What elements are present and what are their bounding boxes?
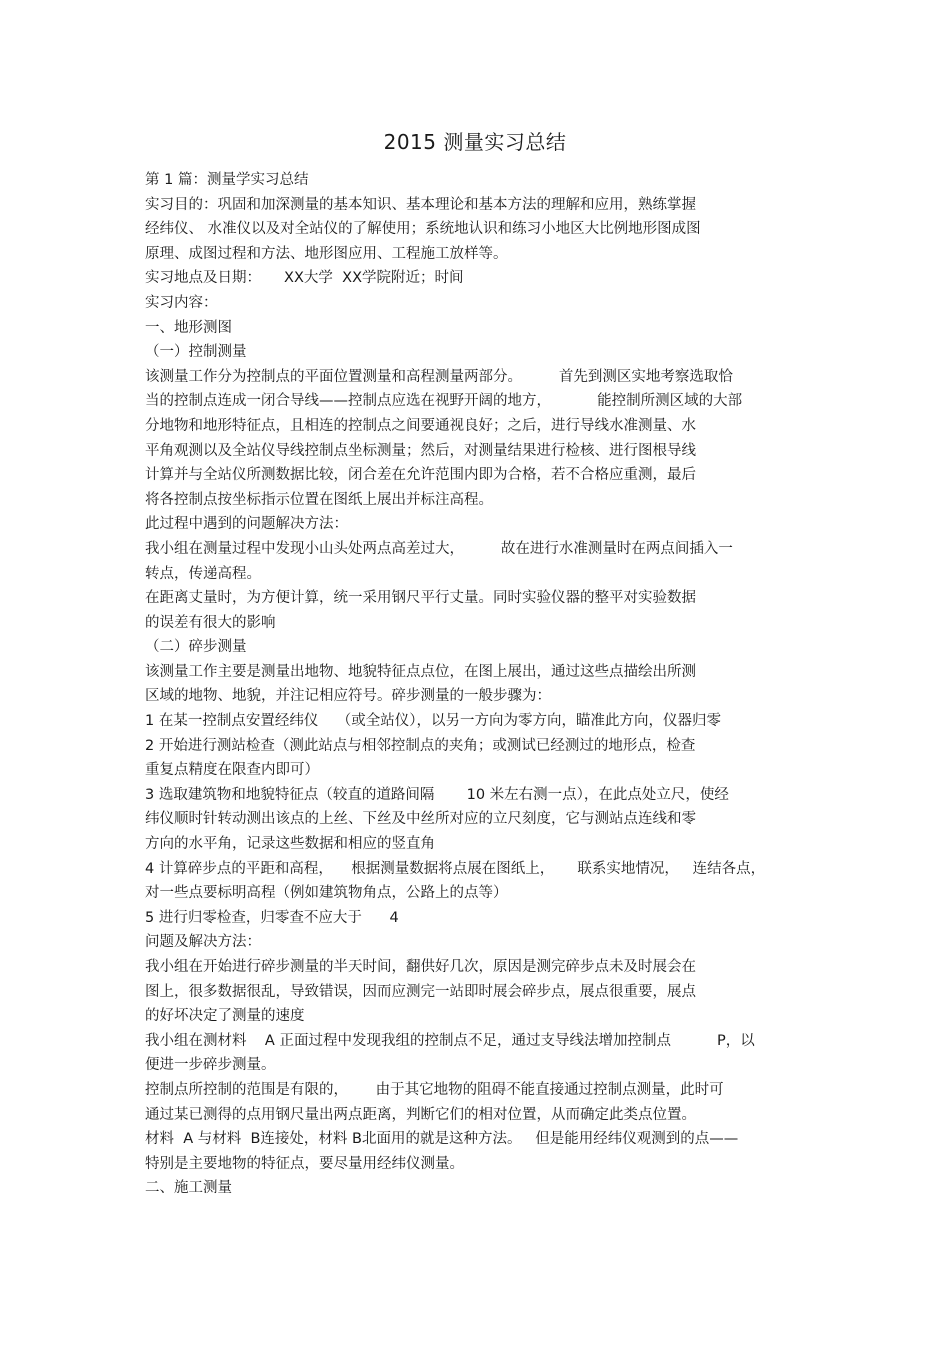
text-line: 平角观测以及全站仪导线控制点坐标测量；然后，对测量结果进行检核、进行图根导线 xyxy=(145,442,696,459)
text-line: 的误差有很大的影响 xyxy=(145,614,276,631)
text-line: 5 进行归零检查，归零查不应大于 4 xyxy=(145,909,399,926)
text-line: 将各控制点按坐标指示位置在图纸上展出并标注高程。 xyxy=(145,491,493,508)
text-line: 实习地点及日期： XX大学 XX学院附近；时间 xyxy=(145,270,464,287)
document-body xyxy=(145,168,810,1201)
text-line: 我小组在测量过程中发现小山头处两点高差过大， 故在进行水准测量时在两点间插入一 xyxy=(145,540,733,557)
text-line: 经纬仪、 水准仪以及对全站仪的了解使用；系统地认识和练习小地区大比例地形图成图 xyxy=(145,221,701,238)
text-line: 2 开始进行测站检查（测此站点与相邻控制点的夹角；或测试已经测过的地形点，检查 xyxy=(145,737,696,754)
text-line: 在距离丈量时，为方便计算，统一采用钢尺平行丈量。同时实验仪器的整平对实验数据 xyxy=(145,590,696,607)
text-line: 该测量工作分为控制点的平面位置测量和高程测量两部分。 首先到测区实地考察选取恰 xyxy=(145,368,733,385)
text-line: 重复点精度在限查内即可） xyxy=(145,762,319,779)
text-line: 当的控制点连成一闭合导线——控制点应选在视野开阔的地方， 能控制所测区域的大部 xyxy=(145,393,743,410)
text-line: 问题及解决方法： xyxy=(145,934,261,951)
text-line: 我小组在开始进行碎步测量的半天时间，翻供好几次，原因是测完碎步点未及时展会在 xyxy=(145,959,696,975)
text-line: 方向的水平角，记录这些数据和相应的竖直角 xyxy=(145,836,435,853)
text-line: 计算并与全站仪所测数据比较，闭合差在允许范围内即为合格，若不合格应重测，最后 xyxy=(145,467,696,484)
text-line: （二）碎步测量 xyxy=(145,639,247,656)
text-line: 1 在某一控制点安置经纬仪 （或全站仪），以另一方向为零方向，瞄准此方向，仪器归零 xyxy=(145,713,722,730)
text-line: 我小组在测材料 A 正面过程中发现我组的控制点不足，通过支导线法增加控制点 P，以 xyxy=(145,1032,755,1049)
text-line: 一、地形测图 xyxy=(145,319,232,336)
text-line: 便进一步碎步测量。 xyxy=(145,1057,276,1074)
text-line: （一）控制测量 xyxy=(145,344,247,361)
text-line: 3 选取建筑物和地貌特征点（较直的道路间隔 10 米左右测一点），在此点处立尺，使经 xyxy=(145,786,729,803)
text-line: 此过程中遇到的问题解决方法： xyxy=(145,516,348,533)
text-line: 二、施工测量 xyxy=(145,1180,232,1197)
text-line: 纬仪顺时针转动测出该点的上丝、下丝及中丝所对应的立尺刻度，它与测站点连线和零 xyxy=(145,811,696,828)
text-line: 区域的地物、地貌，并注记相应符号。碎步测量的一般步骤为： xyxy=(145,688,551,705)
text-line: 实习内容： xyxy=(145,294,218,311)
text-line: 控制点所控制的范围是有限的， 由于其它地物的阻碍不能直接通过控制点测量，此时可 xyxy=(145,1081,724,1098)
text-line: 的好坏决定了测量的速度 xyxy=(145,1008,305,1025)
text-line: 转点，传递高程。 xyxy=(145,565,261,582)
text-line: 分地物和地形特征点，且相连的控制点之间要通视良好；之后，进行导线水准测量、水 xyxy=(145,417,696,434)
text-line: 通过某已测得的点用钢尺量出两点距离，判断它们的相对位置，从而确定此类点位置。 xyxy=(145,1106,696,1123)
document-title: 2015 测量实习总结 xyxy=(383,130,567,154)
text-line: 对一些点要标明高程（例如建筑物角点，公路上的点等） xyxy=(145,885,508,902)
text-line: 材料 A 与材料 B连接处，材料 B北面用的就是这种方法。 但是能用经纬仪观测到的点—— xyxy=(145,1131,739,1148)
text-line: 第 1 篇：测量学实习总结 xyxy=(145,172,309,188)
text-line: 实习目的：巩固和加深测量的基本知识、基本理论和基本方法的理解和应用，熟练掌握 xyxy=(145,196,696,213)
text-line: 图上，很多数据很乱，导致错误，因而应测完一站即时展会碎步点，展点很重要，展点 xyxy=(145,983,696,1000)
text-line: 特别是主要地物的特征点，要尽量用经纬仪测量。 xyxy=(145,1155,464,1172)
text-line: 该测量工作主要是测量出地物、地貌特征点点位，在图上展出，通过这些点描绘出所测 xyxy=(145,663,696,680)
text-line: 原理、成图过程和方法、地形图应用、工程施工放样等。 xyxy=(145,245,508,262)
text-line: 4 计算碎步点的平距和高程， 根据测量数据将点展在图纸上， 联系实地情况， 连结各点， xyxy=(145,860,766,877)
